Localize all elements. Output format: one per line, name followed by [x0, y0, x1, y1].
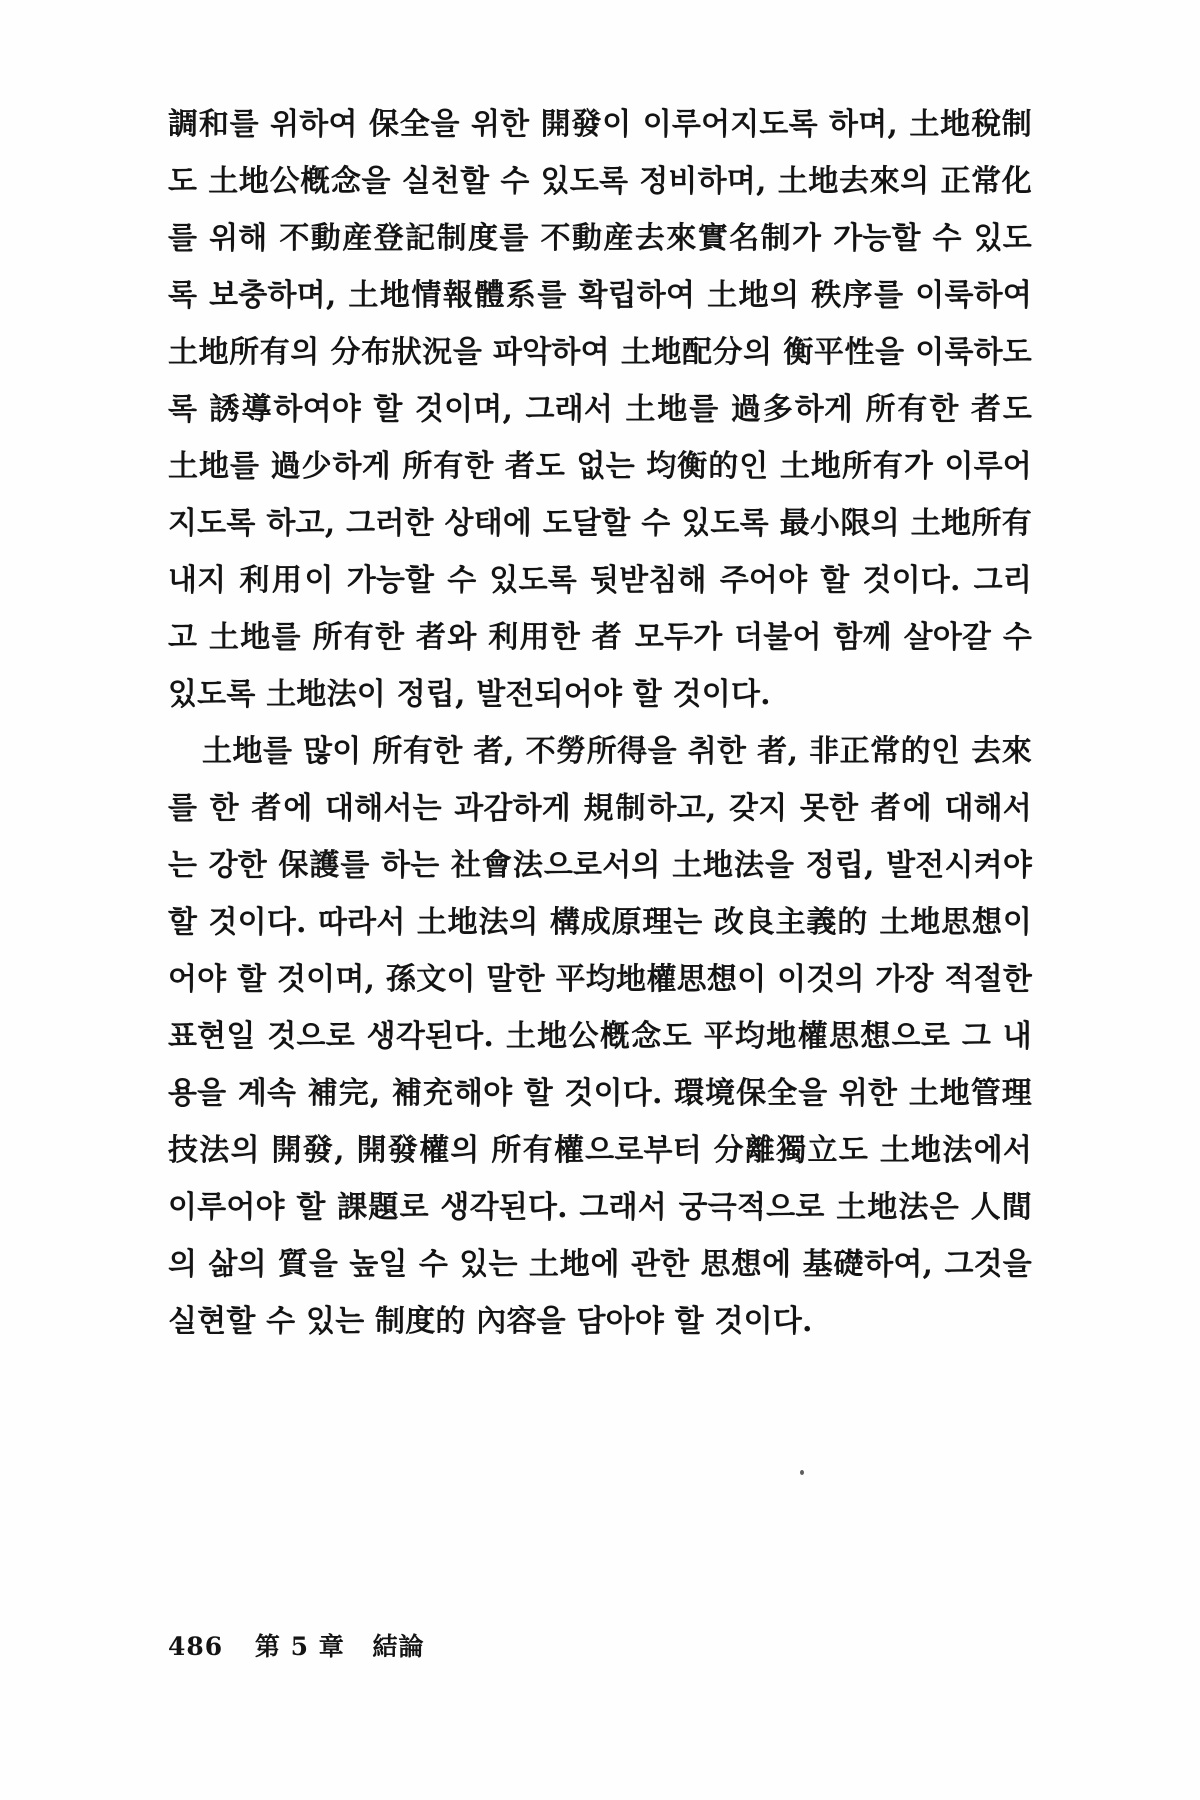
footer-section-title: 結論: [372, 1632, 425, 1661]
page-footer: [168, 1627, 1032, 1663]
footer-chapter: 第 5 章: [254, 1632, 345, 1661]
paragraph-2: 土地를 많이 所有한 者, 不勞所得을 취한 者, 非正常的인 去來를 한 者에 대해서는 과감하게 規制하고, 갖지 못한 者에 대해서는 강한 保護를 하는 社會法으로서의 土地法을 정립, 발전시켜야 할 것이다. 따라서 土地法의 構成原理는 改良主義的 土地思想이어야 할 것이며, 孫文이 말한 平均地權思想이 이것의 가장 적절한 표현일 것으로 생각된다. 土地公槪念도 平均地權思想으로 그 내용을 계속 補完, 補充해야 할 것이다. 環境保全을 위한 土地管理技法의 開發, 開發權의 所有權으로부터 分離獨立도 土地法에서 이루어야 할 課題로 생각된다. 그래서 궁극적으로 土地法은 人間의 삶의 質을 높일 수 있는 土地에 관한 思想에 基礎하여, 그것을 실현할 수 있는 制度的 內容을 담아야 할 것이다.: [168, 734, 1032, 1339]
body-text-column: [168, 96, 1032, 1350]
page-speck: [800, 1470, 804, 1475]
paragraph-1: 調和를 위하여 保全을 위한 開發이 이루어지도록 하며, 土地稅制도 土地公槪念을 실천할 수 있도록 정비하며, 土地去來의 正常化를 위해 不動産登記制度를 不動産去來實名制가 가능할 수 있도록 보충하며, 土地情報體系를 확립하여 土地의 秩序를 이룩하여 土地所有의 分布狀況을 파악하여 土地配分의 衡平性을 이룩하도록 誘導하여야 할 것이며, 그래서 土地를 過多하게 所有한 者도 土地를 過少하게 所有한 者도 없는 均衡的인 土地所有가 이루어지도록 하고, 그러한 상태에 도달할 수 있도록 最小限의 土地所有 내지 利用이 가능할 수 있도록 뒷받침해 주어야 할 것이다. 그리고 土地를 所有한 者와 利用한 者 모두가 더불어 함께 살아갈 수 있도록 土地法이 정립, 발전되어야 할 것이다.: [168, 107, 1032, 712]
footer-page-number: 486: [168, 1632, 224, 1661]
